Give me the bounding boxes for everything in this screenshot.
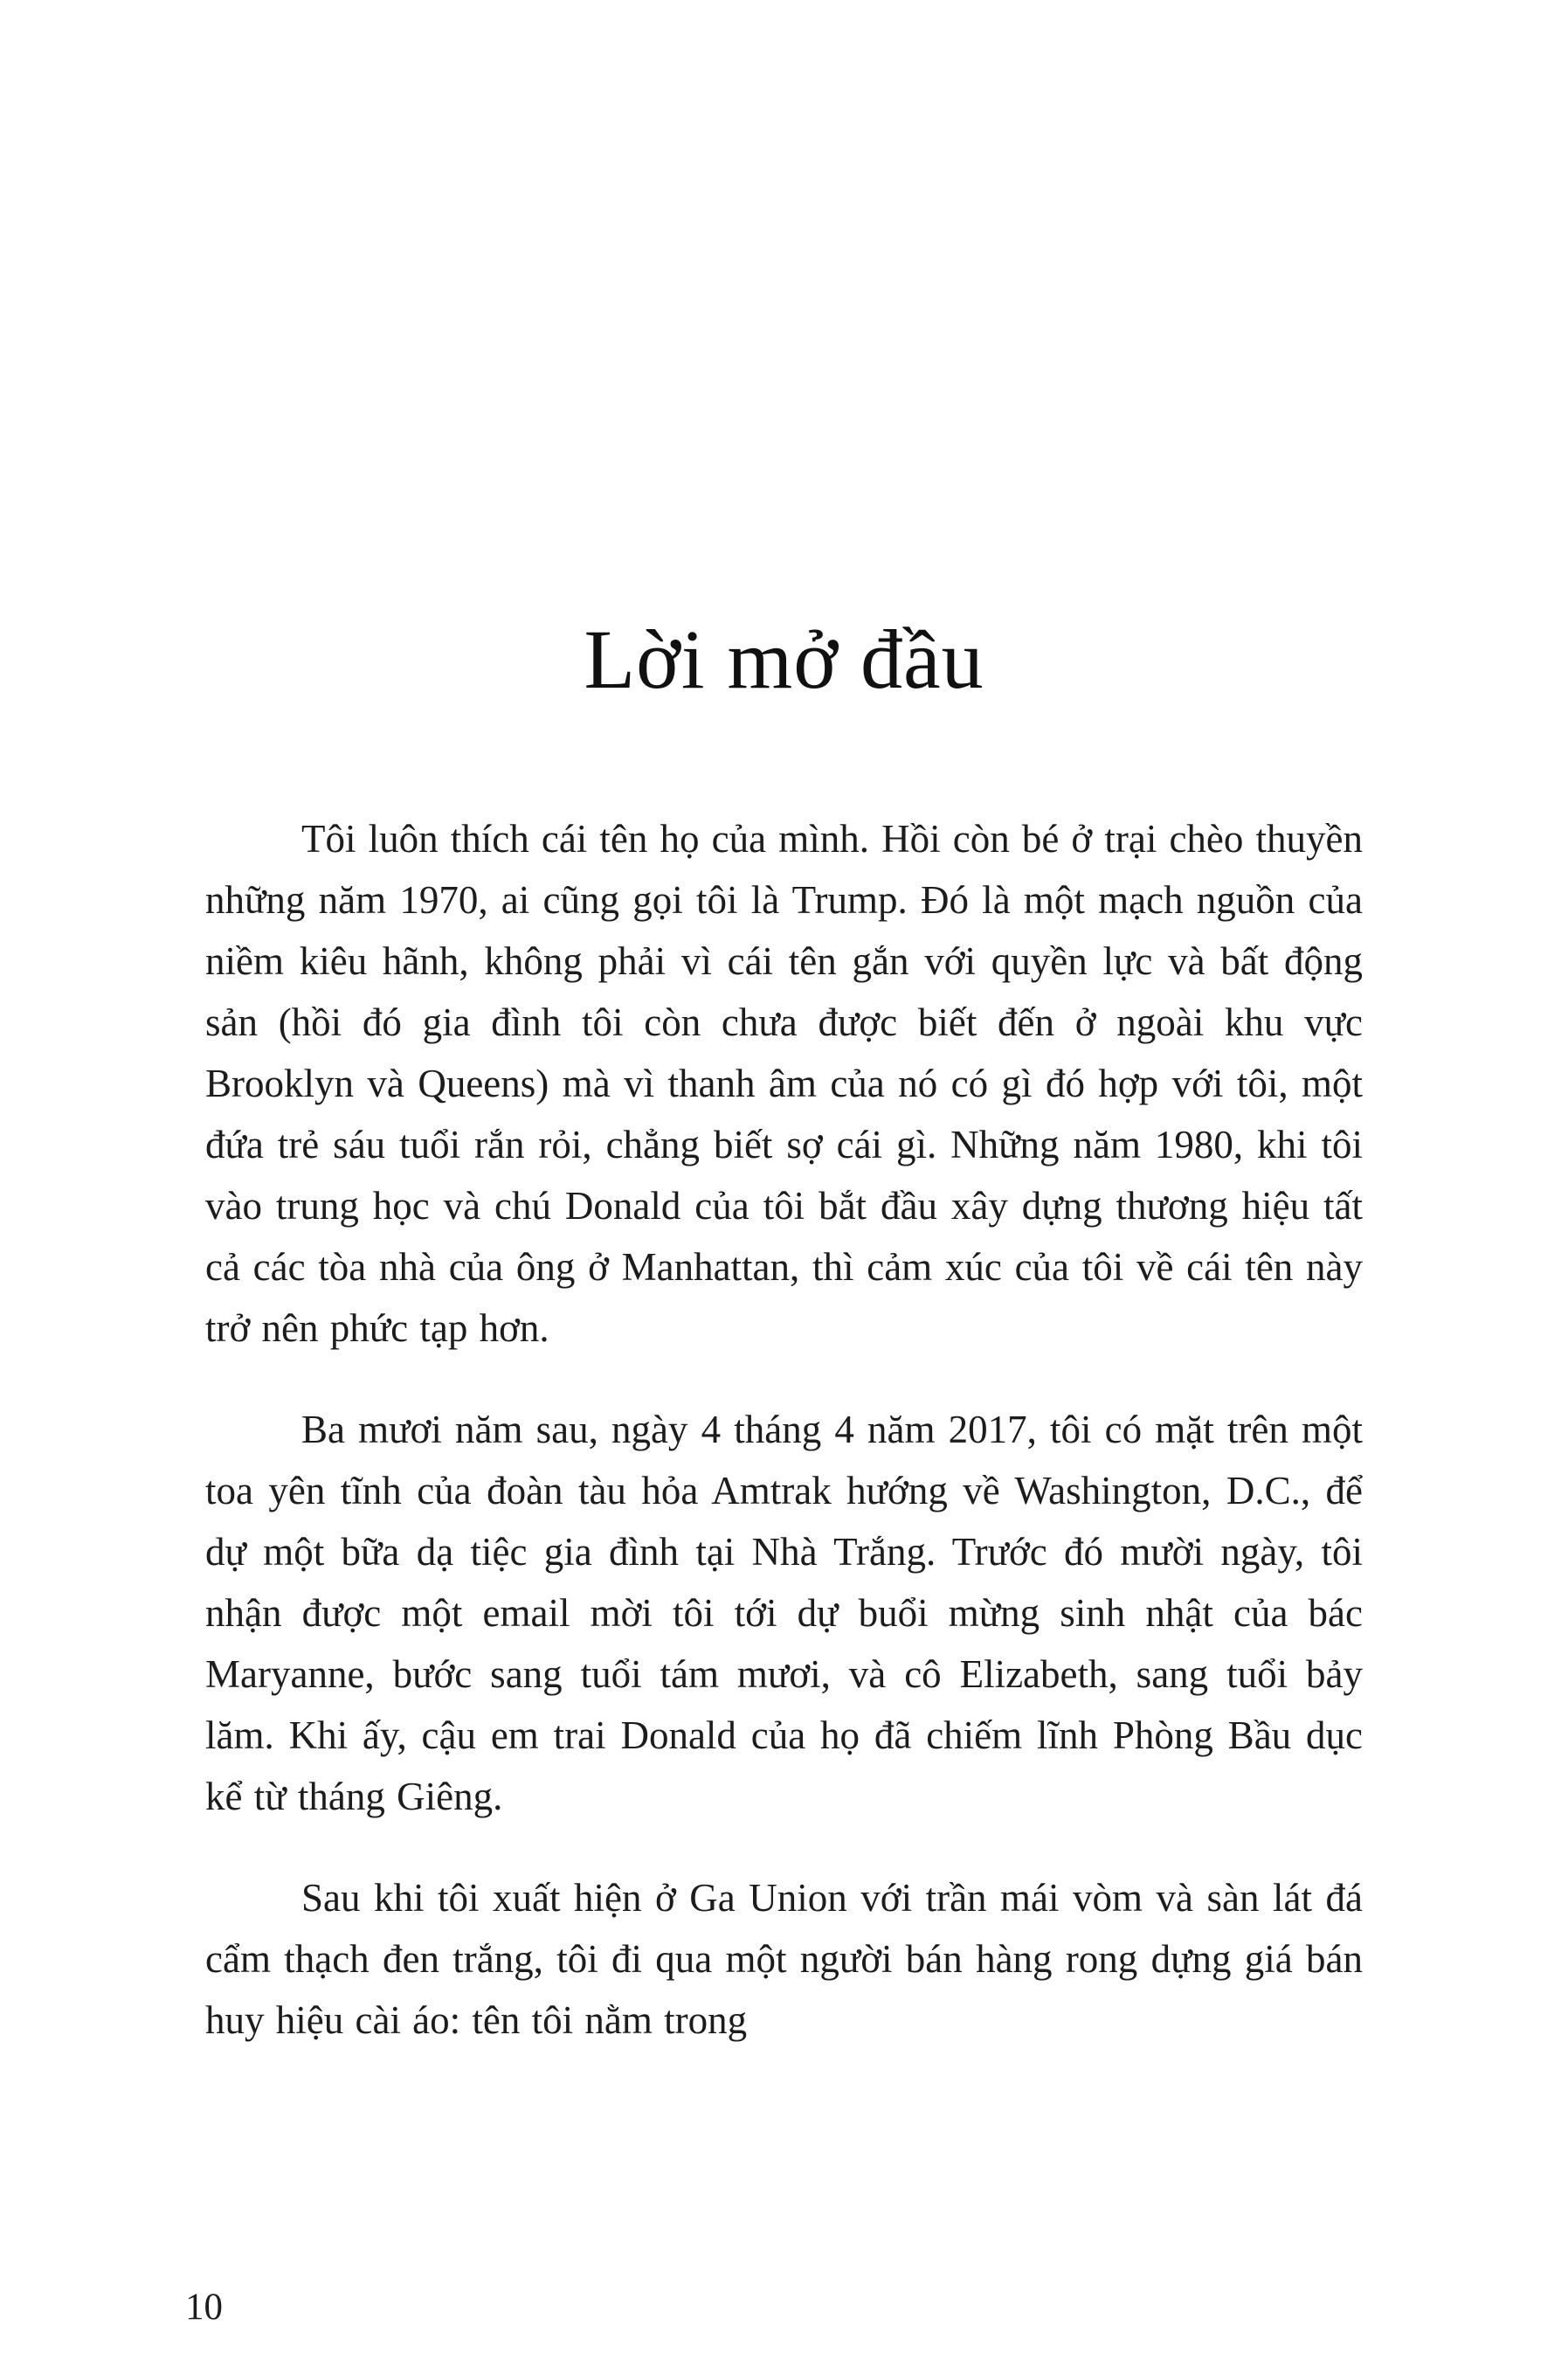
page-number: 10 [185,2287,223,2328]
body-text [205,808,1363,2051]
paragraph: Tôi luôn thích cái tên họ của mình. Hồi còn bé ở trại chèo thuyền những năm 1970, ai cũng gọi tôi là Trump. Đó là một mạch nguồn của niềm kiêu hãnh, không phải vì cái tên gắn với quyền lực và bất động sản (hồi đó gia đình tôi còn chưa được biết đến ở ngoài khu vực Brooklyn và Queens) mà vì thanh âm của nó có gì đó hợp với tôi, một đứa trẻ sáu tuổi rắn rỏi, chẳng biết sợ cái gì. Những năm 1980, khi tôi vào trung học và chú Donald của tôi bắt đầu xây dựng thương hiệu tất cả các tòa nhà của ông ở Manhattan, thì cảm xúc của tôi về cái tên này trở nên phức tạp hơn. [205,817,1363,1351]
paragraph: Ba mươi năm sau, ngày 4 tháng 4 năm 2017, tôi có mặt trên một toa yên tĩnh của đoàn tàu hỏa Amtrak hướng về Washington, D.C., để dự một bữa dạ tiệc gia đình tại Nhà Trắng. Trước đó mười ngày, tôi nhận được một email mời tôi tới dự buổi mừng sinh nhật của bác Maryanne, bước sang tuổi tám mươi, và cô Elizabeth, sang tuổi bảy lăm. Khi ấy, cậu em trai Donald của họ đã chiếm lĩnh Phòng Bầu dục kể từ tháng Giêng. [205,1408,1363,1819]
paragraph: Sau khi tôi xuất hiện ở Ga Union với trần mái vòm và sàn lát đá cẩm thạch đen trắng, tôi đi qua một người bán hàng rong dựng giá bán huy hiệu cài áo: tên tôi nằm trong [205,1876,1363,2043]
chapter-title: Lời mở đầu [584,613,984,706]
